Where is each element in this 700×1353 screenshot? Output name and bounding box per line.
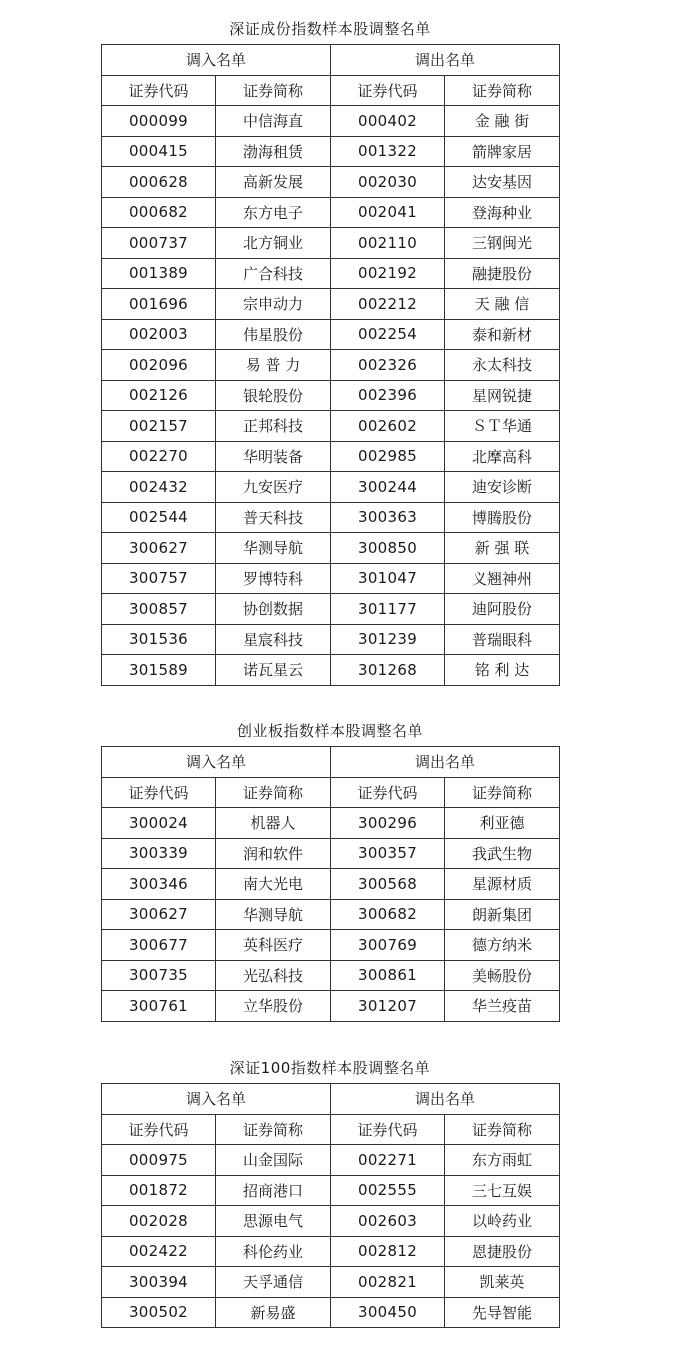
in-name-header: 证券简称 xyxy=(216,75,331,106)
in-name-cell: 罗博特科 xyxy=(216,563,331,594)
in-code-cell: 301589 xyxy=(102,655,216,686)
out-code-cell: 002041 xyxy=(331,197,445,228)
out-code-cell: 301207 xyxy=(331,991,445,1022)
out-name-cell: 博腾股份 xyxy=(445,502,560,533)
table-row xyxy=(102,533,560,564)
section-title: 创业板指数样本股调整名单 xyxy=(236,722,423,740)
adjustment-table xyxy=(101,44,560,686)
in-code-header: 证券代码 xyxy=(102,75,216,106)
out-code-cell: 301177 xyxy=(331,594,445,625)
in-code-cell: 000682 xyxy=(102,197,216,228)
table-row xyxy=(102,869,560,900)
out-code-header: 证券代码 xyxy=(331,777,445,808)
in-code-cell: 002003 xyxy=(102,319,216,350)
in-name-cell: 东方电子 xyxy=(216,197,331,228)
out-name-cell: 达安基因 xyxy=(445,167,560,198)
table-row xyxy=(102,1297,560,1328)
in-list-header: 调入名单 xyxy=(102,747,331,778)
out-name-cell: 德方纳米 xyxy=(445,930,560,961)
in-name-cell: 普天科技 xyxy=(216,502,331,533)
group-header-row xyxy=(102,45,560,76)
out-name-cell: 先导智能 xyxy=(445,1297,560,1328)
column-header-row xyxy=(102,75,560,106)
out-name-cell: 三钢闽光 xyxy=(445,228,560,259)
out-code-cell: 002110 xyxy=(331,228,445,259)
out-code-cell: 301268 xyxy=(331,655,445,686)
out-name-cell: 永太科技 xyxy=(445,350,560,381)
in-name-cell: 招商港口 xyxy=(216,1175,331,1206)
in-code-cell: 300394 xyxy=(102,1267,216,1298)
in-name-cell: 星宸科技 xyxy=(216,624,331,655)
table-row xyxy=(102,106,560,137)
out-name-cell: 新 强 联 xyxy=(445,533,560,564)
in-name-cell: 山金国际 xyxy=(216,1145,331,1176)
in-name-cell: 协创数据 xyxy=(216,594,331,625)
in-name-cell: 诺瓦星云 xyxy=(216,655,331,686)
out-code-cell: 300244 xyxy=(331,472,445,503)
out-name-header: 证券简称 xyxy=(445,75,560,106)
out-code-cell: 002602 xyxy=(331,411,445,442)
table-row xyxy=(102,808,560,839)
out-code-cell: 002030 xyxy=(331,167,445,198)
in-name-cell: 伟星股份 xyxy=(216,319,331,350)
adjustment-table xyxy=(101,746,560,1022)
out-name-header: 证券简称 xyxy=(445,1114,560,1145)
out-code-cell: 002396 xyxy=(331,380,445,411)
out-code-cell: 002555 xyxy=(331,1175,445,1206)
out-code-header: 证券代码 xyxy=(331,1114,445,1145)
in-code-header: 证券代码 xyxy=(102,1114,216,1145)
in-code-cell: 300857 xyxy=(102,594,216,625)
out-code-cell: 001322 xyxy=(331,136,445,167)
in-code-cell: 300346 xyxy=(102,869,216,900)
in-code-cell: 002096 xyxy=(102,350,216,381)
in-code-cell: 002270 xyxy=(102,441,216,472)
in-name-cell: 立华股份 xyxy=(216,991,331,1022)
in-name-cell: 渤海租赁 xyxy=(216,136,331,167)
out-list-header: 调出名单 xyxy=(331,45,560,76)
in-list-header: 调入名单 xyxy=(102,45,331,76)
in-code-cell: 002028 xyxy=(102,1206,216,1237)
out-name-cell: 以岭药业 xyxy=(445,1206,560,1237)
table-row xyxy=(102,472,560,503)
out-name-cell: 星网锐捷 xyxy=(445,380,560,411)
section-chinext xyxy=(101,716,559,1022)
in-code-cell: 300761 xyxy=(102,991,216,1022)
in-name-cell: 天孚通信 xyxy=(216,1267,331,1298)
out-name-cell: 义翘神州 xyxy=(445,563,560,594)
in-name-cell: 银轮股份 xyxy=(216,380,331,411)
in-name-cell: 华测导航 xyxy=(216,533,331,564)
out-code-cell: 002212 xyxy=(331,289,445,320)
out-name-cell: 朗新集团 xyxy=(445,899,560,930)
in-name-cell: 中信海直 xyxy=(216,106,331,137)
in-name-cell: 正邦科技 xyxy=(216,411,331,442)
in-code-cell: 300024 xyxy=(102,808,216,839)
group-header-row xyxy=(102,1084,560,1115)
out-code-cell: 002271 xyxy=(331,1145,445,1176)
in-name-cell: 思源电气 xyxy=(216,1206,331,1237)
in-code-cell: 002157 xyxy=(102,411,216,442)
out-code-cell: 300296 xyxy=(331,808,445,839)
table-row xyxy=(102,197,560,228)
in-code-cell: 001872 xyxy=(102,1175,216,1206)
in-name-cell: 南大光电 xyxy=(216,869,331,900)
out-code-cell: 002812 xyxy=(331,1236,445,1267)
in-code-cell: 002544 xyxy=(102,502,216,533)
in-name-cell: 润和软件 xyxy=(216,838,331,869)
group-header-row xyxy=(102,747,560,778)
out-code-cell: 002192 xyxy=(331,258,445,289)
table-row xyxy=(102,502,560,533)
table-row xyxy=(102,899,560,930)
in-code-cell: 000099 xyxy=(102,106,216,137)
out-name-cell: 泰和新材 xyxy=(445,319,560,350)
out-name-cell: 铭 利 达 xyxy=(445,655,560,686)
out-name-header: 证券简称 xyxy=(445,777,560,808)
table-row xyxy=(102,930,560,961)
in-code-cell: 000975 xyxy=(102,1145,216,1176)
out-name-cell: 迪安诊断 xyxy=(445,472,560,503)
in-code-cell: 300502 xyxy=(102,1297,216,1328)
out-code-cell: 301239 xyxy=(331,624,445,655)
table-row xyxy=(102,380,560,411)
in-code-cell: 002422 xyxy=(102,1236,216,1267)
table-row xyxy=(102,960,560,991)
in-name-cell: 华测导航 xyxy=(216,899,331,930)
out-name-cell: 普瑞眼科 xyxy=(445,624,560,655)
table-row xyxy=(102,167,560,198)
in-name-cell: 光弘科技 xyxy=(216,960,331,991)
table-row xyxy=(102,563,560,594)
table-row xyxy=(102,1206,560,1237)
in-name-cell: 广合科技 xyxy=(216,258,331,289)
section-szse-component xyxy=(101,14,559,686)
in-code-cell: 300735 xyxy=(102,960,216,991)
adjustment-table xyxy=(101,1083,560,1328)
table-row xyxy=(102,441,560,472)
table-row xyxy=(102,1267,560,1298)
in-code-cell: 301536 xyxy=(102,624,216,655)
table-row xyxy=(102,991,560,1022)
table-row xyxy=(102,1236,560,1267)
column-header-row xyxy=(102,777,560,808)
in-name-cell: 新易盛 xyxy=(216,1297,331,1328)
in-name-cell: 宗申动力 xyxy=(216,289,331,320)
table-row xyxy=(102,350,560,381)
in-code-cell: 000628 xyxy=(102,167,216,198)
out-name-cell: 金 融 街 xyxy=(445,106,560,137)
in-code-header: 证券代码 xyxy=(102,777,216,808)
out-list-header: 调出名单 xyxy=(331,1084,560,1115)
in-code-cell: 300677 xyxy=(102,930,216,961)
in-code-cell: 001389 xyxy=(102,258,216,289)
in-code-cell: 000415 xyxy=(102,136,216,167)
section-title: 深证成份指数样本股调整名单 xyxy=(229,20,431,38)
out-code-cell: 300357 xyxy=(331,838,445,869)
table-row xyxy=(102,1145,560,1176)
in-code-cell: 300339 xyxy=(102,838,216,869)
in-code-cell: 001696 xyxy=(102,289,216,320)
in-name-cell: 科伦药业 xyxy=(216,1236,331,1267)
in-name-cell: 英科医疗 xyxy=(216,930,331,961)
table-row xyxy=(102,594,560,625)
in-name-header: 证券简称 xyxy=(216,1114,331,1145)
in-name-cell: 北方铜业 xyxy=(216,228,331,259)
in-list-header: 调入名单 xyxy=(102,1084,331,1115)
in-name-cell: 九安医疗 xyxy=(216,472,331,503)
out-name-cell: 天 融 信 xyxy=(445,289,560,320)
column-header-row xyxy=(102,1114,560,1145)
table-row xyxy=(102,624,560,655)
table-row xyxy=(102,258,560,289)
section-title: 深证100指数样本股调整名单 xyxy=(229,1059,431,1077)
out-code-cell: 300861 xyxy=(331,960,445,991)
out-code-cell: 300850 xyxy=(331,533,445,564)
out-name-cell: 利亚德 xyxy=(445,808,560,839)
out-name-cell: 融捷股份 xyxy=(445,258,560,289)
in-name-header: 证券简称 xyxy=(216,777,331,808)
out-name-cell: 星源材质 xyxy=(445,869,560,900)
out-name-cell: 华兰疫苗 xyxy=(445,991,560,1022)
out-code-cell: 300363 xyxy=(331,502,445,533)
out-list-header: 调出名单 xyxy=(331,747,560,778)
out-name-cell: 凯莱英 xyxy=(445,1267,560,1298)
out-name-cell: 箭牌家居 xyxy=(445,136,560,167)
table-row xyxy=(102,838,560,869)
in-code-cell: 002126 xyxy=(102,380,216,411)
out-name-cell: 三七互娱 xyxy=(445,1175,560,1206)
table-row xyxy=(102,1175,560,1206)
in-code-cell: 000737 xyxy=(102,228,216,259)
out-code-cell: 002985 xyxy=(331,441,445,472)
in-name-cell: 机器人 xyxy=(216,808,331,839)
table-row xyxy=(102,655,560,686)
out-code-cell: 300568 xyxy=(331,869,445,900)
out-name-cell: 恩捷股份 xyxy=(445,1236,560,1267)
table-row xyxy=(102,228,560,259)
out-name-cell: ＳＴ华通 xyxy=(445,411,560,442)
in-name-cell: 易 普 力 xyxy=(216,350,331,381)
out-code-cell: 002603 xyxy=(331,1206,445,1237)
out-code-cell: 002821 xyxy=(331,1267,445,1298)
section-szse-100 xyxy=(101,1053,559,1328)
table-row xyxy=(102,319,560,350)
out-name-cell: 登海种业 xyxy=(445,197,560,228)
in-code-cell: 300627 xyxy=(102,899,216,930)
in-code-cell: 300627 xyxy=(102,533,216,564)
out-code-cell: 000402 xyxy=(331,106,445,137)
out-name-cell: 我武生物 xyxy=(445,838,560,869)
in-code-cell: 002432 xyxy=(102,472,216,503)
out-name-cell: 北摩高科 xyxy=(445,441,560,472)
out-code-header: 证券代码 xyxy=(331,75,445,106)
in-code-cell: 300757 xyxy=(102,563,216,594)
out-name-cell: 美畅股份 xyxy=(445,960,560,991)
out-name-cell: 迪阿股份 xyxy=(445,594,560,625)
out-code-cell: 002326 xyxy=(331,350,445,381)
out-code-cell: 300450 xyxy=(331,1297,445,1328)
out-code-cell: 002254 xyxy=(331,319,445,350)
table-row xyxy=(102,289,560,320)
in-name-cell: 华明装备 xyxy=(216,441,331,472)
out-code-cell: 300682 xyxy=(331,899,445,930)
out-code-cell: 301047 xyxy=(331,563,445,594)
table-row xyxy=(102,411,560,442)
out-code-cell: 300769 xyxy=(331,930,445,961)
table-row xyxy=(102,136,560,167)
in-name-cell: 高新发展 xyxy=(216,167,331,198)
out-name-cell: 东方雨虹 xyxy=(445,1145,560,1176)
